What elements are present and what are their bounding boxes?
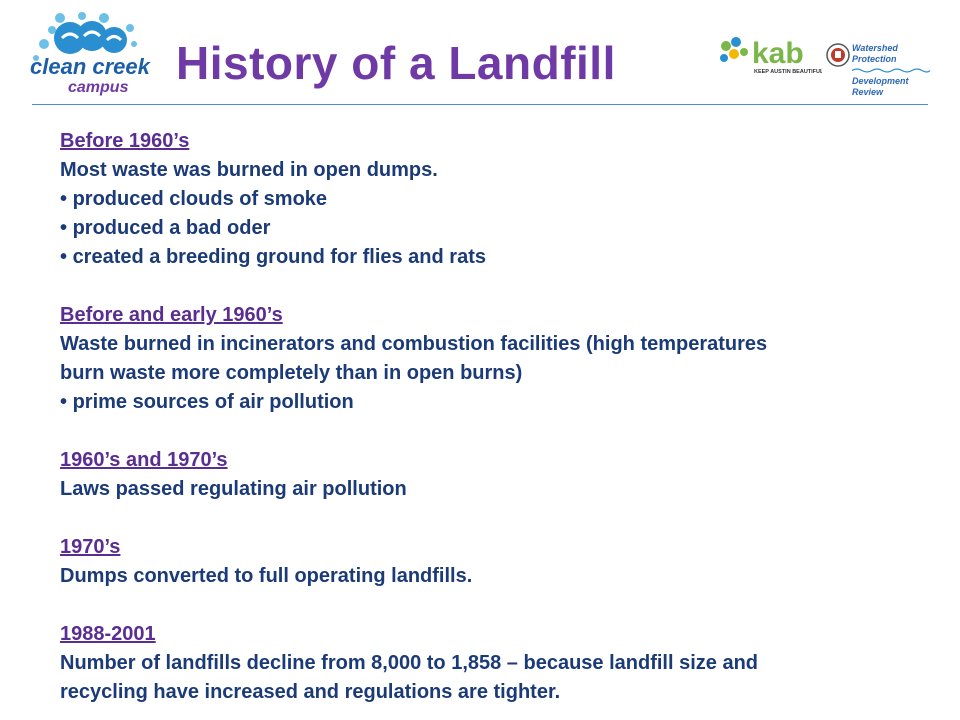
section-heading: 1960’s and 1970’s bbox=[60, 449, 228, 471]
section-line: burn waste more completely than in open burns) bbox=[60, 362, 523, 384]
logo-line2: campus bbox=[68, 79, 129, 96]
section-heading: 1970’s bbox=[60, 536, 121, 558]
kab-tagline: KEEP AUSTIN BEAUTIFUL bbox=[754, 69, 822, 75]
section-line: Laws passed regulating air pollution bbox=[60, 478, 407, 500]
section-line: Number of landfills decline from 8,000 to 1,858 – because landfill size and bbox=[60, 652, 758, 674]
content-body bbox=[60, 127, 940, 707]
watershed-line1: Watershed Protection bbox=[852, 43, 898, 64]
kab-logo-graphic bbox=[718, 36, 822, 76]
clean-creek-logo-graphic bbox=[22, 8, 152, 98]
bullet-item: • produced a bad oder bbox=[60, 214, 940, 243]
logo-line1: clean creek bbox=[30, 54, 150, 79]
kab-logo bbox=[718, 36, 822, 76]
wave-icon bbox=[852, 68, 930, 73]
bullet-item: • prime sources of air pollution bbox=[60, 388, 940, 417]
kab-letters: kab bbox=[752, 37, 804, 70]
bullet-item: • produced clouds of smoke bbox=[60, 185, 940, 214]
bullet-item: • created a breeding ground for flies and rats bbox=[60, 243, 940, 272]
section-heading: 1988-2001 bbox=[60, 623, 156, 645]
watershed-logo-text bbox=[852, 43, 930, 98]
section-line: recycling have increased and regulations are tighter. bbox=[60, 681, 561, 703]
section-line: Dumps converted to full operating landfills. bbox=[60, 565, 473, 587]
clean-creek-campus-logo bbox=[22, 8, 152, 98]
watershed-protection-logo bbox=[826, 40, 930, 97]
section-heading: Before and early 1960’s bbox=[60, 304, 283, 326]
watershed-line2: Development Review bbox=[852, 76, 909, 97]
header-divider bbox=[32, 104, 928, 105]
page-title: History of a Landfill bbox=[176, 37, 616, 89]
section-line: Waste burned in incinerators and combustion facilities (high temperatures bbox=[60, 333, 768, 355]
city-seal-icon bbox=[826, 40, 850, 70]
section-line: Most waste was burned in open dumps. bbox=[60, 159, 438, 181]
section-heading: Before 1960’s bbox=[60, 130, 190, 152]
